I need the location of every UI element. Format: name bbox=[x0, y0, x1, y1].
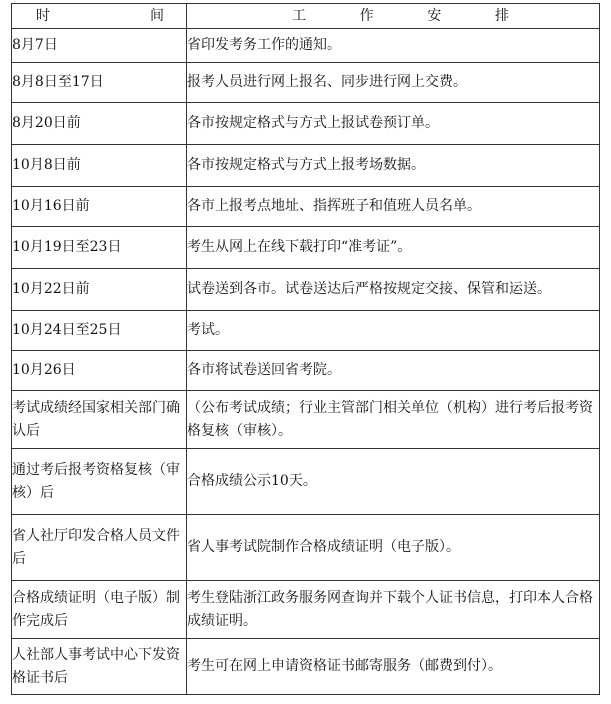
task-cell: 各市按规定格式与方式上报考场数据。 bbox=[187, 145, 600, 187]
time-cell: 合格成绩证明（电子版）制作完成后 bbox=[12, 581, 187, 639]
task-cell: 各市上报考点地址、指挥班子和值班人员名单。 bbox=[187, 187, 600, 227]
task-cell: 考生登陆浙江政务服务网查询并下载个人证书信息，打印本人合格成绩证明。 bbox=[187, 581, 600, 639]
table-row bbox=[12, 63, 600, 103]
time-cell: 人社部人事考试中心下发资格证书后 bbox=[12, 639, 187, 695]
table-row bbox=[12, 269, 600, 311]
table-row bbox=[12, 103, 600, 145]
table-row bbox=[12, 639, 600, 695]
header-time-char: 时 bbox=[36, 7, 50, 24]
table-row bbox=[12, 515, 600, 581]
task-cell: 各市按规定格式与方式上报试卷预订单。 bbox=[187, 103, 600, 145]
task-cell: 报考人员进行网上报名、同步进行网上交费。 bbox=[187, 63, 600, 103]
header-task-char: 工 bbox=[292, 7, 306, 24]
header-row bbox=[12, 4, 600, 29]
time-cell: 考试成绩经国家相关部门确认后 bbox=[12, 391, 187, 449]
time-cell: 10月16日前 bbox=[12, 187, 187, 227]
table-row bbox=[12, 351, 600, 391]
task-cell: 省印发考务工作的通知。 bbox=[187, 29, 600, 63]
time-cell: 10月26日 bbox=[12, 351, 187, 391]
header-task-char: 作 bbox=[359, 7, 374, 24]
table-row bbox=[12, 29, 600, 63]
table-row bbox=[12, 449, 600, 515]
time-cell: 通过考后报考资格复核（审核）后 bbox=[12, 449, 187, 515]
task-cell: 合格成绩公示10天。 bbox=[187, 449, 600, 515]
task-cell: 试卷送到各市。试卷送达后严格按规定交接、保管和运送。 bbox=[187, 269, 600, 311]
time-cell: 10月8日前 bbox=[12, 145, 187, 187]
task-cell: 考试。 bbox=[187, 311, 600, 351]
table-row bbox=[12, 581, 600, 639]
header-task-char: 安 bbox=[427, 7, 442, 24]
task-cell: 各市将试卷送回省考院。 bbox=[187, 351, 600, 391]
table-row bbox=[12, 187, 600, 227]
time-cell: 8月8日至17日 bbox=[12, 63, 187, 103]
task-cell: 考生可在网上申请资格证书邮寄服务（邮费到付）。 bbox=[187, 639, 600, 695]
header-time bbox=[12, 4, 187, 29]
time-cell: 省人社厅印发合格人员文件后 bbox=[12, 515, 187, 581]
header-task bbox=[187, 4, 600, 29]
schedule-table bbox=[11, 3, 600, 695]
time-cell: 8月20日前 bbox=[12, 103, 187, 145]
header-time-char: 间 bbox=[150, 7, 164, 24]
table-row bbox=[12, 311, 600, 351]
task-cell: （公布考试成绩；行业主管部门相关单位（机构）进行考后报考资格复核（审核）。 bbox=[187, 391, 600, 449]
header-task-char: 排 bbox=[494, 7, 509, 24]
task-cell: 省人事考试院制作合格成绩证明（电子版）。 bbox=[187, 515, 600, 581]
table-row bbox=[12, 227, 600, 269]
table-row bbox=[12, 145, 600, 187]
table-row bbox=[12, 391, 600, 449]
time-cell: 10月19日至23日 bbox=[12, 227, 187, 269]
time-cell: 10月24日至25日 bbox=[12, 311, 187, 351]
time-cell: 8月7日 bbox=[12, 29, 187, 63]
time-cell: 10月22日前 bbox=[12, 269, 187, 311]
task-cell: 考生从网上在线下载打印“准考证”。 bbox=[187, 227, 600, 269]
